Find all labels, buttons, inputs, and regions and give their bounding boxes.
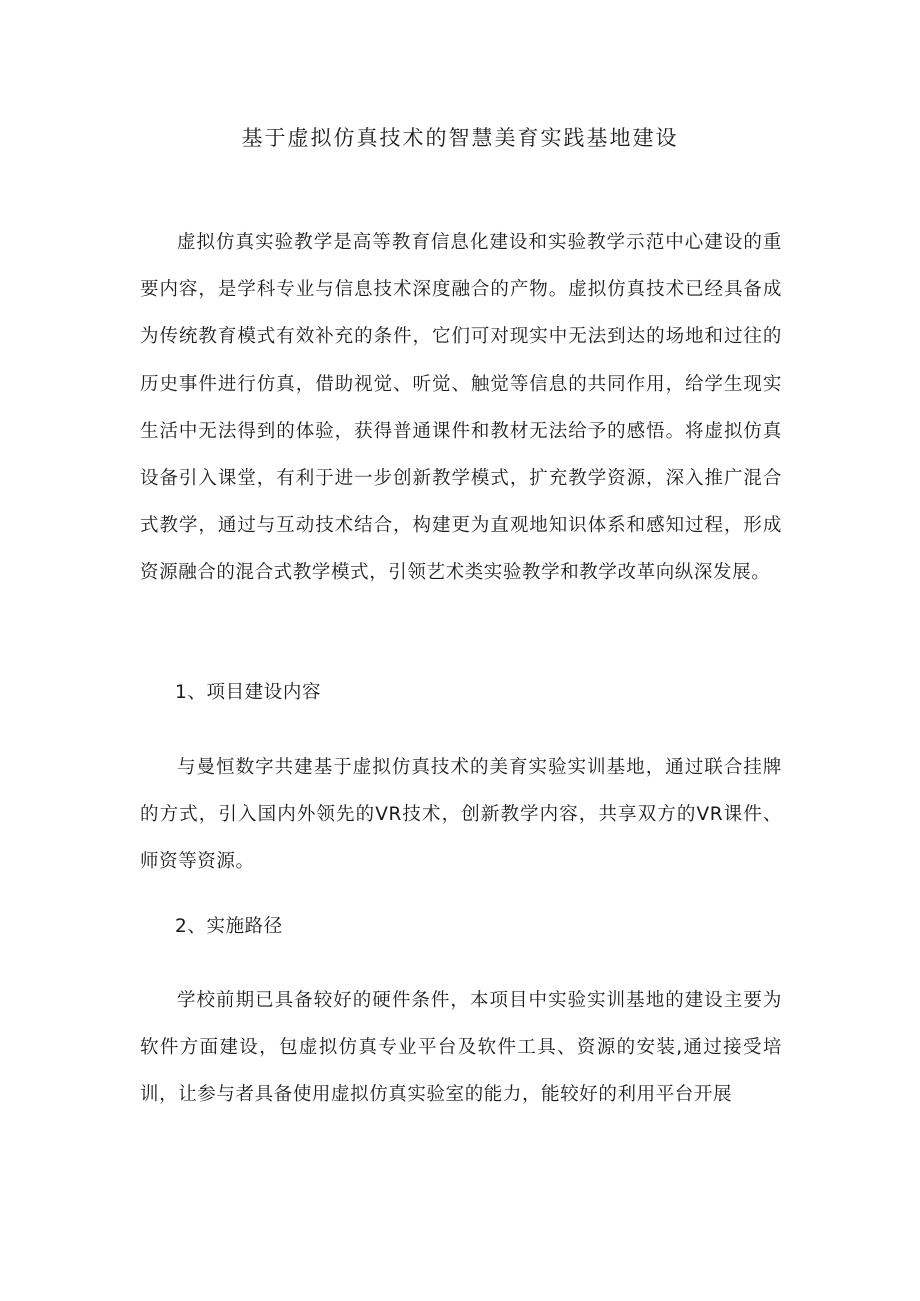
paragraph-intro: 虚拟仿真实验教学是高等教育信息化建设和实验教学示范中心建设的重要内容，是学科专业与信息技术深度融合的产物。虚拟仿真技术已经具备成为传统教育模式有效补充的条件，它们可对现实中无法到达的场地和过往的历史事件进行仿真，借助视觉、听觉、触觉等信息的共同作用，给学生现实生活中无法得到的体验，获得普通课件和教材无法给予的感悟。将虚拟仿真设备引入课堂，有利于进一步创新教学模式，扩充教学资源，深入推广混合式教学，通过与互动技术结合，构建更为直观地知识体系和感知过程，形成资源融合的混合式教学模式，引领艺术类实验教学和教学改革向纵深发展。 [140,232,782,584]
document-title: 基于虚拟仿真技术的智慧美育实践基地建设 [241,126,679,150]
paragraph-project-content: 与曼恒数字共建基于虚拟仿真技术的美育实验实训基地，通过联合挂牌的方式，引入国内外领先的VR技术，创新教学内容，共享双方的VR课件、师资等资源。 [140,757,782,873]
paragraph-implementation-path: 学校前期已具备较好的硬件条件，本项目中实验实训基地的建设主要为软件方面建设，包虚拟仿真专业平台及软件工具、资源的安装,通过接受培训，让参与者具备使用虚拟仿真实验室的能力，能较好的利用平台开展 [140,990,782,1106]
section-heading-project-content: 1、项目建设内容 [175,682,322,703]
section-heading-implementation-path: 2、实施路径 [175,916,283,937]
